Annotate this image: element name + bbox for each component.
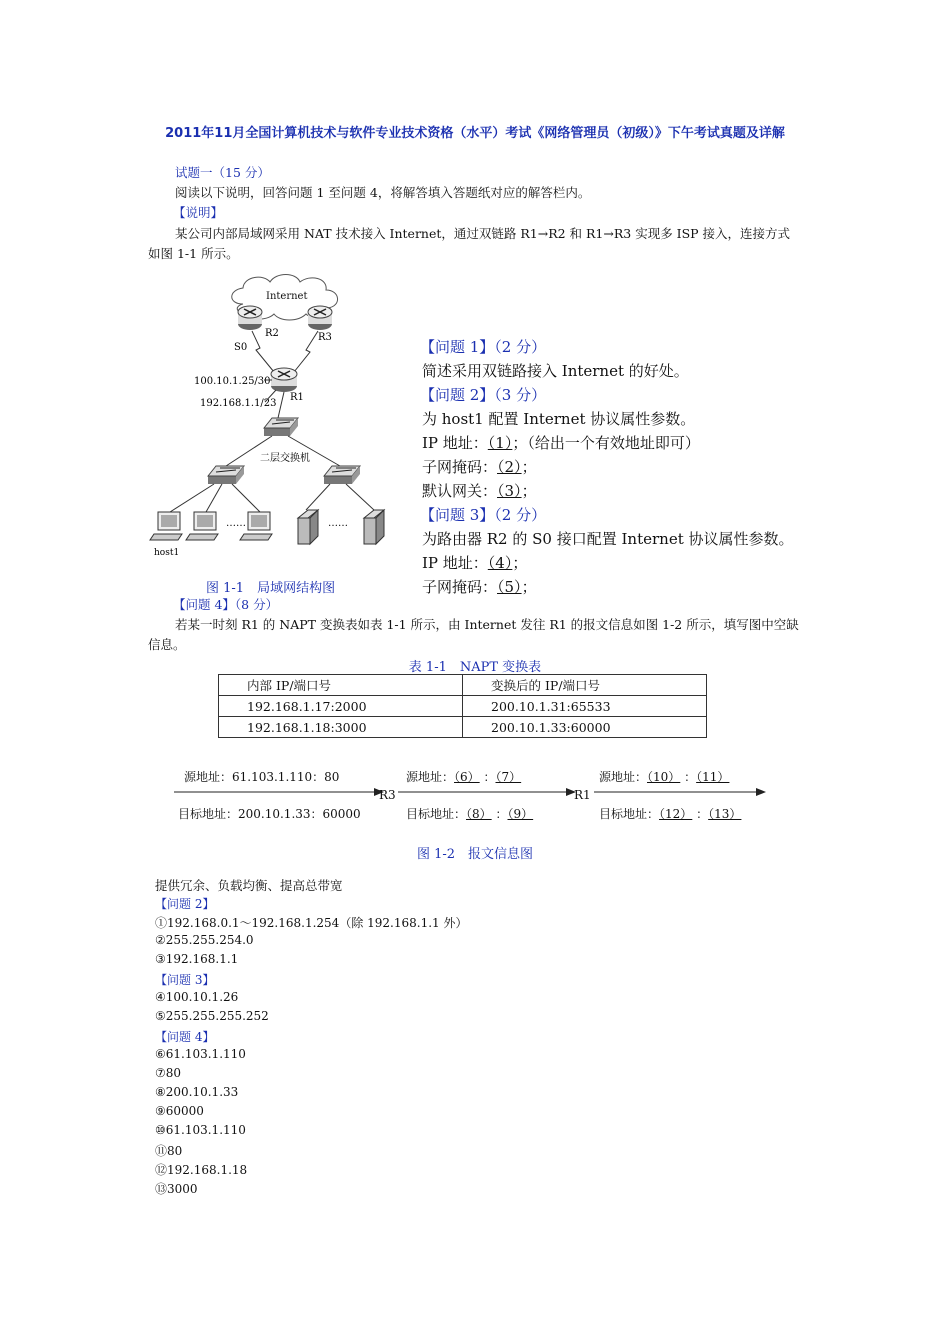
answer-item: ⑥61.103.1.110: [155, 1047, 246, 1061]
router-r2-icon: [238, 306, 262, 330]
answer-item: ⑫192.168.1.18: [155, 1163, 248, 1177]
figure2-caption: 图 1-2 报文信息图: [416, 847, 534, 862]
network-diagram: [148, 268, 408, 568]
r2-label: R2: [265, 328, 279, 339]
router-r1-icon: [271, 368, 297, 392]
figure1-caption: 图 1-1 局域网结构图: [206, 581, 336, 596]
r1-node-label: R1: [574, 788, 591, 802]
table-cell: 200.10.1.33:60000: [463, 717, 707, 738]
question1-label: 【问题 1】（2 分）: [420, 338, 547, 356]
answer-item: ⑧200.10.1.33: [155, 1085, 239, 1099]
question3-label: 【问题 3】（2 分）: [420, 506, 547, 524]
table-row: [219, 696, 707, 717]
answer-heading-4: 【问题 4】: [155, 1030, 215, 1044]
router-r3-icon: [308, 306, 332, 330]
answer-item: ⑦80: [155, 1066, 182, 1080]
table-cell: 192.168.1.17:2000: [219, 696, 463, 717]
instruction-text: 阅读以下说明，回答问题 1 至问题 4，将解答填入答题纸对应的解答栏内。: [175, 185, 591, 200]
packet2-source: 源地址：（6） ：（7）: [406, 770, 522, 784]
switch-label: 二层交换机: [260, 453, 310, 464]
explain-label: 【说明】: [173, 205, 224, 220]
answer-item: ⑤255.255.255.252: [155, 1009, 269, 1023]
blank-5: （5）: [497, 578, 522, 596]
blank-3: （3）: [497, 482, 522, 500]
host1-label: host1: [154, 548, 180, 558]
question2-mask-line: 子网掩码：（2）；: [422, 458, 537, 476]
table-header-row: [219, 675, 707, 696]
r1-lan-ip-label: 192.168.1.1/23: [200, 398, 277, 409]
answer-item: ⑬3000: [155, 1182, 198, 1196]
pc-icon: [186, 512, 218, 540]
table-header: 变换后的 IP/端口号: [463, 675, 707, 696]
r1-label: R1: [290, 392, 304, 403]
question-heading: 试题一（15 分）: [175, 165, 270, 180]
ellipsis-hosts: ……: [226, 518, 246, 529]
answer-item: ⑪80: [155, 1144, 183, 1158]
table-cell: 192.168.1.18:3000: [219, 717, 463, 738]
question3-text: 为路由器 R2 的 S0 接口配置 Internet 协议属性参数。: [422, 530, 794, 548]
question2-label: 【问题 2】（3 分）: [420, 386, 547, 404]
question3-ip-line: IP 地址：（4）；: [422, 554, 528, 572]
answer-heading-3: 【问题 3】: [155, 973, 215, 987]
answer-item: ⑩61.103.1.110: [155, 1123, 246, 1137]
answer-item: ①192.168.0.1～192.168.1.254（除 192.168.1.1 外）: [155, 916, 468, 930]
access-switch-left-icon: [208, 466, 244, 484]
napt-table: [218, 674, 707, 738]
ellipsis-servers: ……: [328, 518, 348, 529]
packet1-destination: 目标地址：200.10.1.33：60000: [178, 807, 361, 821]
question2-gateway-line: 默认网关：（3）；: [422, 482, 537, 500]
packet1-source: 源地址：61.103.1.110：80: [184, 770, 340, 784]
question4-label: 【问题 4】（8 分）: [173, 597, 279, 612]
packet3-destination: 目标地址：（12） ：（13）: [599, 807, 742, 821]
description-line-2: 如图 1-1 所示。: [148, 246, 239, 261]
core-switch-icon: [264, 418, 298, 436]
table-row: [219, 717, 707, 738]
question3-mask-line: 子网掩码：（5）；: [422, 578, 537, 596]
answer-item: ⑨60000: [155, 1104, 204, 1118]
r3-label: R3: [318, 332, 332, 343]
server-icon: [364, 510, 384, 544]
packet-diagram: [148, 760, 788, 830]
internet-label: Internet: [266, 291, 308, 302]
answer-item: ②255.255.254.0: [155, 933, 254, 947]
r1-wan-ip-label: 100.10.1.25/30: [194, 376, 271, 387]
s0-label: S0: [234, 342, 248, 353]
packet2-destination: 目标地址：（8） ：（9）: [406, 807, 534, 821]
answer-item: ④100.10.1.26: [155, 990, 239, 1004]
access-switch-right-icon: [324, 466, 360, 484]
table-caption: 表 1-1 NAPT 变换表: [408, 660, 542, 675]
question4-line-1: 若某一时刻 R1 的 NAPT 变换表如表 1-1 所示，由 Internet 发往 R1 的报文信息如图 1-2 所示，填写图中空缺: [175, 617, 799, 632]
blank-1: （1）: [487, 434, 513, 452]
answer-1: 提供冗余、负载均衡、提高总带宽: [155, 878, 343, 893]
question2-text: 为 host1 配置 Internet 协议属性参数。: [422, 410, 696, 428]
blank-4: （4）: [487, 554, 513, 572]
blank-2: （2）: [497, 458, 522, 476]
table-cell: 200.10.1.31:65533: [463, 696, 707, 717]
description-line-1: 某公司内部局域网采用 NAT 技术接入 Internet，通过双链路 R1→R2 和 R1→R3 实现多 ISP 接入，连接方式: [175, 226, 791, 241]
question1-text: 简述采用双链路接入 Internet 的好处。: [422, 362, 689, 380]
pc-host1-icon: [150, 512, 182, 540]
document-title: 2011年11月全国计算机技术与软件专业技术资格（水平）考试《网络管理员（初级）》下午考试真题及详解: [165, 126, 785, 141]
r3-node-label: R3: [379, 788, 396, 802]
packet3-source: 源地址：（10） ：（11）: [599, 770, 730, 784]
question4-line-2: 信息。: [148, 637, 186, 652]
table-header: 内部 IP/端口号: [219, 675, 463, 696]
server-icon: [298, 510, 318, 544]
question2-ip-line: IP 地址：（1）；（给出一个有效地址即可）: [422, 434, 700, 452]
answer-item: ③192.168.1.1: [155, 952, 239, 966]
answer-heading-2: 【问题 2】: [155, 897, 215, 911]
